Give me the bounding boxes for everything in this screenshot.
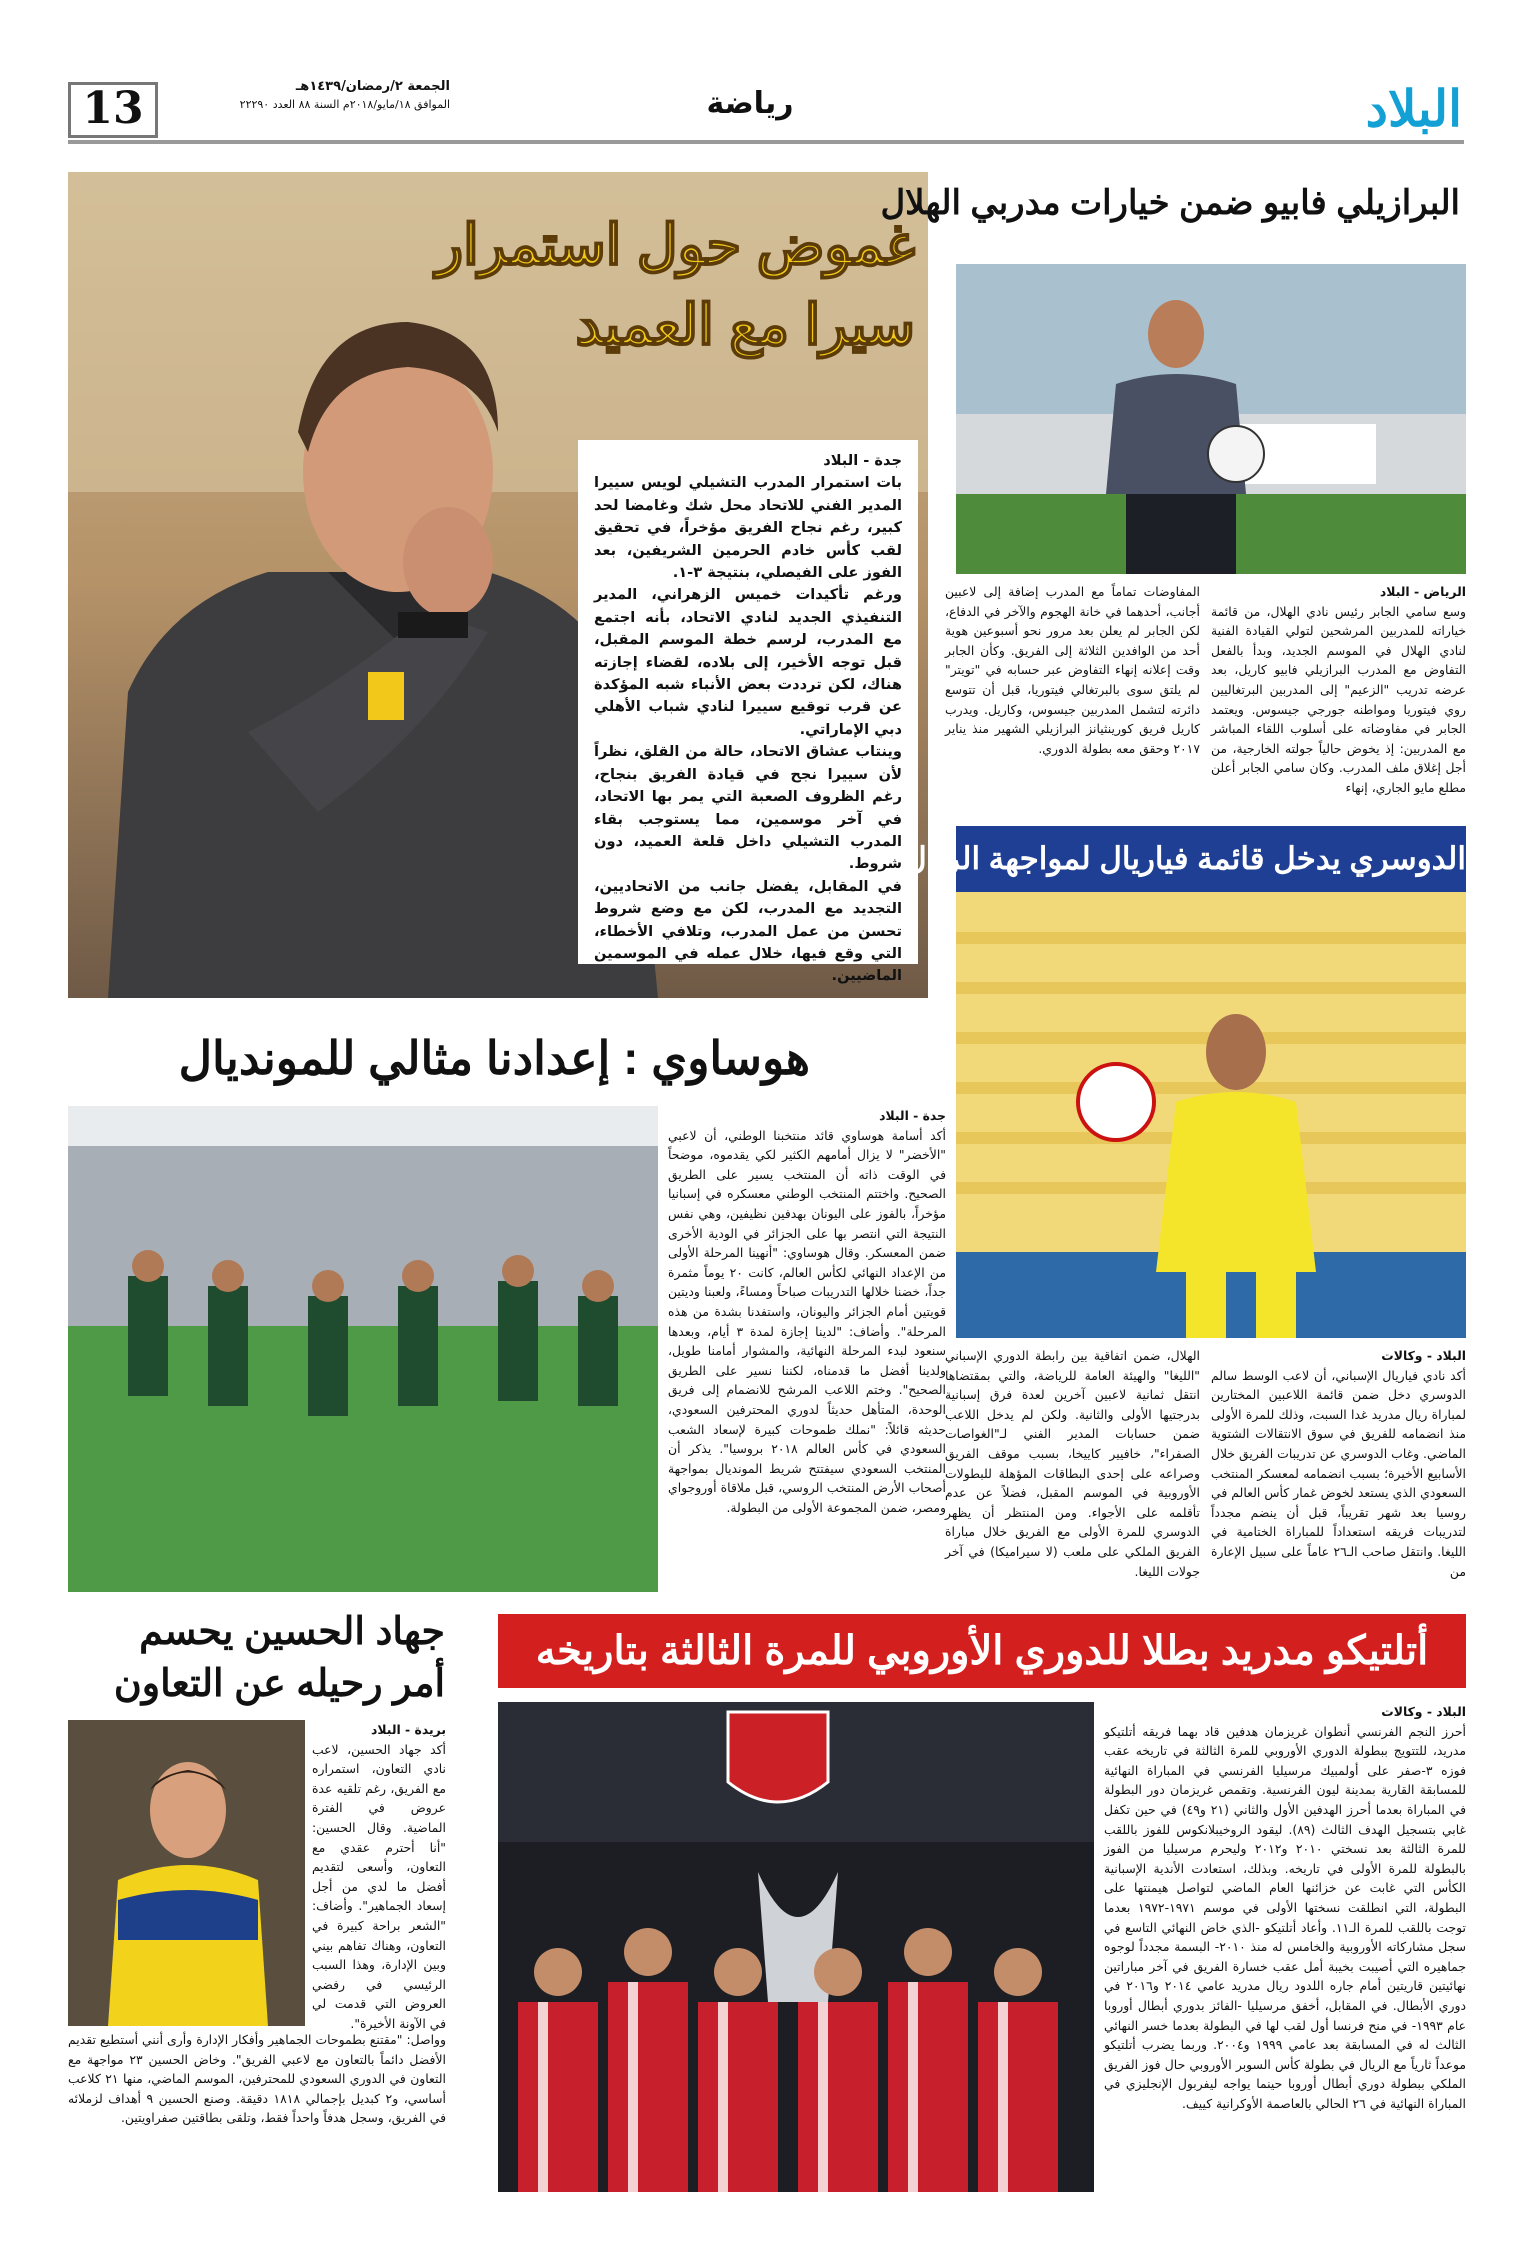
issue-date — [165, 78, 450, 128]
jihad-illustration — [68, 1720, 305, 2026]
date-gregorian: الموافق ١٨/مايو/٢٠١٨م السنة ٨٨ العدد ٢٢٢٩٠ — [239, 98, 450, 111]
jihad-column-below — [68, 2030, 446, 2180]
hilal-headline: البرازيلي فابيو ضمن خيارات مدربي الهلال — [880, 184, 1460, 222]
jihad-photo — [68, 1720, 305, 2026]
hilal-coach-illustration — [956, 264, 1466, 574]
sierra-paragraph: ورغم تأكيدات خميس الزهراني، المدير التنفيذي الجديد لنادي الاتحاد، بأنه اجتمع مع المدرب، لرسم خطة الموسم المقبل، قبل توجه الأخير، إلى بلاده، لقضاء إجازته هناك، لكن ترددت بعض الأنباء شبه المؤكدة عن قرب توقيع سييرا لنادي شباب الأهلي دبي الإماراتي. — [594, 586, 902, 738]
section-title: رياضة — [706, 86, 794, 121]
dosari-headline: الدوسري يدخل قائمة فياريال لمواجهة الريال — [956, 826, 1466, 892]
dosari-column-left — [945, 1346, 1200, 1592]
masthead-divider — [68, 140, 1464, 144]
dosari-column-right — [1211, 1346, 1466, 1592]
dosari-text-right: أكد نادي فياريال الإسباني، أن لاعب الوسط سالم الدوسري دخل ضمن قائمة اللاعبين المختارين لمباراة ريال مدريد غدا السبت، وذلك للمرة الأولى منذ انضمامه للفريق في سوق الانتقالات الشتوية الماضي. وغاب الدوسري عن تدريبات الفريق خلال الأسابيع الأخيرة؛ بسبب انضمامه لمعسكر المنتخب السعودي الذي يستعد لخوض غمار كأس العالم في روسيا بعد شهر تقريباً، قبل أن ينضم مجدداً لتدريبات فريقه استعداداً للمباراة الختامية في الليغا. وانتقل صاحب الـ٢٦ عاماً على سبيل الإعارة من — [1211, 1367, 1466, 1579]
dosari-text-left: الهلال، ضمن اتفاقية بين رابطة الدوري الإسباني "الليغا" والهيئة العامة للرياضة، والتي بمقتضاها انتقل ثمانية لاعبين آخرين لعدة فرق إسبانية بدرجتيها الأولى والثانية. ولكن لم يدخل اللاعب ضمن حسابات المدير الفني لـ"الغواصات الصفراء"، خافيير كاييخا، بسبب موقف الفريق وصراعه على إحدى البطاقات المؤهلة للبطولات الأوروبية في الموسم المقبل، فضلاً عن عدم تأقلمه على الأجواء. ومن المنتظر أن يظهر الدوسري للمرة الأولى مع الفريق خلال مباراة الفريق الملكي على ملعب (لا سيراميكا) في آخر جولات الليغا. — [945, 1348, 1200, 1579]
sierra-paragraph: بات استمرار المدرب التشيلي لويس سييرا المدير الفني للاتحاد محل شك وغامضا لحد كبير، رغم نجاح الفريق مؤخراً، في تحقيق لقب كأس خادم الحرمين الشريفين، بعد الفوز على الفيصلي، بنتيجة ٣-١. — [594, 474, 902, 582]
hilal-text-left: المفاوضات تماماً مع المدرب إضافة إلى لاعبين أجانب، أحدهما في خانة الهجوم والآخر في الدفاع، لكن الجابر لم يعلن بعد مرور نحو أسبوعين هوية أحد من الوافدين الثلاثة إلى الفريق. وكأن الجابر وقت إعلانه إنهاء التفاوض عبر حسابه في "تويتر" لم يلتق سوى بالبرتغالي فيتوريا، قبل أن تتوسع دائرته لتشمل المدربين جيسوس، وكاريل. ويدرب كاريل فريق كورينثيانز البرازيلي الشهير منذ يناير ٢٠١٧ وحقق معه بطولة الدوري. — [945, 584, 1200, 756]
sierra-paragraph: وينتاب عشاق الاتحاد، حالة من القلق، نظراً لأن سييرا نجح في قيادة الفريق بنجاح، رغم الظروف الصعبة التي يمر بها الاتحاد، في آخر موسمين، مما يستوجب بقاء المدرب التشيلي داخل قلعة العميد، دون شروط. — [594, 743, 902, 873]
hosawi-training-illustration — [68, 1106, 658, 1592]
hosawi-headline: هوساوي : إعدادنا مثالي للمونديال — [178, 1032, 810, 1084]
atletico-celebration-photo — [498, 1702, 1094, 2192]
atletico-illustration — [498, 1702, 1094, 2192]
jihad-headline-1: جهاد الحسين يحسم — [139, 1611, 445, 1653]
dosari-photo — [956, 892, 1466, 1338]
hilal-text-right: وسع سامي الجابر رئيس نادي الهلال، من قائمة خياراته للمدربين المرشحين لتولي القيادة الفنية لنادي الهلال في الموسم الجديد، وبدأ بالفعل التفاوض مع المدرب البرازيلي فابيو كاريل، بعد عرضه تدريب "الزعيم" إلى المدربين البرتغاليين روي فيتوريا ومواطنه جورجي جيسوس. ويعتمد الجابر في مفاوضاته على أسلوب اللقاء المباشر مع المدربين: إذ يخوض حالياً جولته الخارجية، من أجل إغلاق ملف المدرب. وكان سامي الجابر أعلن مطلع مايو الجاري، إنهاء — [1211, 603, 1466, 795]
atletico-headline: أتلتيكو مدريد بطلا للدوري الأوروبي للمرة الثالثة بتاريخه — [498, 1614, 1466, 1688]
atletico-text: أحرز النجم الفرنسي أنطوان غريزمان هدفين قاد بهما فريقه أتلتيكو مدريد، للتتويج ببطولة الدوري الأوروبي للمرة الثالثة في تاريخه عقب فوزه ٣-صفر على أولمبيك مرسيليا الفرنسي في المباراة النهائية للمسابقة القارية بمدينة ليون الفرنسية. وتقمص غريزمان دور البطولة في المباراة بعدما أحرز الهدفين الأول والثاني (٢١ و٤٩) في حين تكفل غابي بتسجيل الهدف الثالث (٨٩). ليقود الروخيبلانكوس للفوز باللقب للمرة الثالثة بعد نسختي ٢٠١٠ و٢٠١٢ وليحرم مرسيليا من الفوز بالبطولة للمرة الأولى في تاريخه. وبذلك، استعادت الأندية الإسبانية الكأس التي غابت عن خزائنها العام الماضي لتواصل هيمنتها على البطولة، التي انطلقت نسختها الأولى في موسم ١٩٧١-١٩٧٢ بعدما توجت باللقب للمرة الـ١١. وأعاد أتلتيكو -الذي خاض النهائي التاسع في سجل مشاركاته الأوروبية والخامس له منذ ٢٠١٠- البسمة مجدداً لوجوه جماهيره التي أصيبت بخيبة أمل عقب خسارة الفريق في آخر مباراتين نهائيتين قاريتين أمام جاره اللدود ريال مدريد عامي ٢٠١٤ و٢٠١٦ في دوري الأبطال. في المقابل، أخفق مرسيليا -الفائز بدوري أبطال أوروبا عام ١٩٩٣- في منح فرنسا أول لقب لها في البطولة بعدما خسر النهائي الثالث له في المسابقة بعد عامي ١٩٩٩ و٢٠٠٤. وربما يضرب أتلتيكو موعداً ثارياً مع الريال في بطولة كأس السوبر الأوروبي حال فوز الفريق الملكي ببطولة دوري أبطال أوروبا حينما يواجه ليفربول الإنجليزي في المباراة النهائية في ٢٦ الحالي بالعاصمة الأوكرانية كييف. — [1104, 1723, 1467, 2111]
hosawi-column — [668, 1106, 946, 1592]
jihad-headline-2: أمر رحيله عن التعاون — [113, 1663, 445, 1705]
sierra-headline-2: سيرا مع العميد — [575, 293, 915, 356]
date-hijri: الجمعة ٢/رمضان/١٤٣٩هـ — [295, 79, 450, 94]
hosawi-text: أكد أسامة هوساوي قائد منتخبنا الوطني، أن لاعبي "الأخضر" لا يزال أمامهم الكثير لكي يقدموه، موضحاً في الوقت ذاته أن المنتخب يسير على الطريق الصحيح. واختتم المنتخب الوطني معسكره في إسبانيا مؤخراً، بالفوز على اليونان بهدفين نظيفين، وهي نفس النتيجة التي انتصر بها على الجزائر في الودية الأخرى ضمن المعسكر. وقال هوساوي: "أنهينا المرحلة الأولى من الإعداد النهائي لكأس العالم، كانت ٢٠ يوماً مثمرة جداً، خضنا خلالها التدريبات صباحاً ومساءً، ولعبنا وديتين قويتين أمام الجزائر واليونان، واستفدنا بشدة من هذه المرحلة". وأضاف: "لدينا إجازة لمدة ٣ أيام، وبعدها سنعود لبدء المرحلة النهائية، والمشوار أمامنا طويل، ولدينا أفضل ما قدمناه، لكننا نسير على الطريق الصحيح". وختم اللاعب المرشح للانضمام إلى فريق الوحدة، المتأهل حديثاً لدوري المحترفين السعودي، حديثه قائلاً: "نملك طموحات كبيرة لإسعاد الشعب السعودي في كأس العالم ٢٠١٨ بروسيا". يذكر أن المنتخب السعودي سيفتتح شريط المونديال بمواجهة أصحاب الأرض المنتخب الروسي، قبل ملاقاة أوروجواي ومصر، ضمن المجموعة الأولى من البطولة. — [668, 1127, 946, 1515]
hosawi-team-photo — [68, 1106, 658, 1592]
sierra-article-box — [578, 440, 918, 985]
sierra-byline: جدة - البلاد — [823, 452, 902, 469]
hilal-coach-photo — [956, 264, 1466, 574]
jihad-text-beside: أكد جهاد الحسين، لاعب نادي التعاون، استمراره مع الفريق، رغم تلقيه عدة عروض في الفترة الماضية. وقال الحسين: "أنا أحترم عقدي مع التعاون، وأسعى لتقديم أفضل ما لدي من أجل إسعاد الجماهير". وأضاف: "الشعر براحة كبيرة في التعاون، وهناك تفاهم بيني وبين الإدارة، وهذا السبب الرئيسي في رفضي العروض التي قدمت لي في الآونة الأخيرة". — [312, 1741, 446, 2031]
dosari-byline: البلاد - وكالات — [1381, 1348, 1466, 1363]
dosari-illustration — [956, 892, 1466, 1338]
jihad-byline: بريدة - البلاد — [371, 1722, 446, 1737]
sierra-headline-1: غموض حول استمرار — [436, 213, 915, 276]
hosawi-byline: جدة - البلاد — [879, 1108, 946, 1123]
atletico-column — [1104, 1702, 1466, 2192]
hilal-byline: الرياض - البلاد — [1379, 584, 1466, 599]
page-number: 13 — [68, 82, 158, 138]
newspaper-logo: البلاد — [1365, 79, 1462, 138]
atletico-byline: البلاد - وكالات — [1381, 1704, 1466, 1719]
jihad-text-below: وواصل: "مقتنع بطموحات الجماهير وأفكار الإدارة وأرى أنني أستطيع تقديم الأفضل دائماً بالتعاون مع لاعبي الفريق". وخاض الحسين ٢٣ مواجهة مع التعاون في الدوري السعودي للمحترفين، الموسم الماضي، منها ٢١ كلاعب أساسي، و٢ كبديل بإجمالي ١٨١٨ دقيقة. وصنع الحسين ٩ أهداف لزملائه في الفريق، وسجل هدفاً واحداً فقط، وتلقى بطاقتين صفراويتين. — [68, 2032, 446, 2126]
sierra-paragraph: في المقابل، يفضل جانب من الاتحاديين، التجديد مع المدرب، لكن مع وضع شروط تحسن من عمل المدرب، وتلافي الأخطاء، التي وقع فيها، خلال عمله في الموسمين الماضيين. — [594, 877, 902, 985]
jihad-column-beside — [312, 1720, 446, 2031]
